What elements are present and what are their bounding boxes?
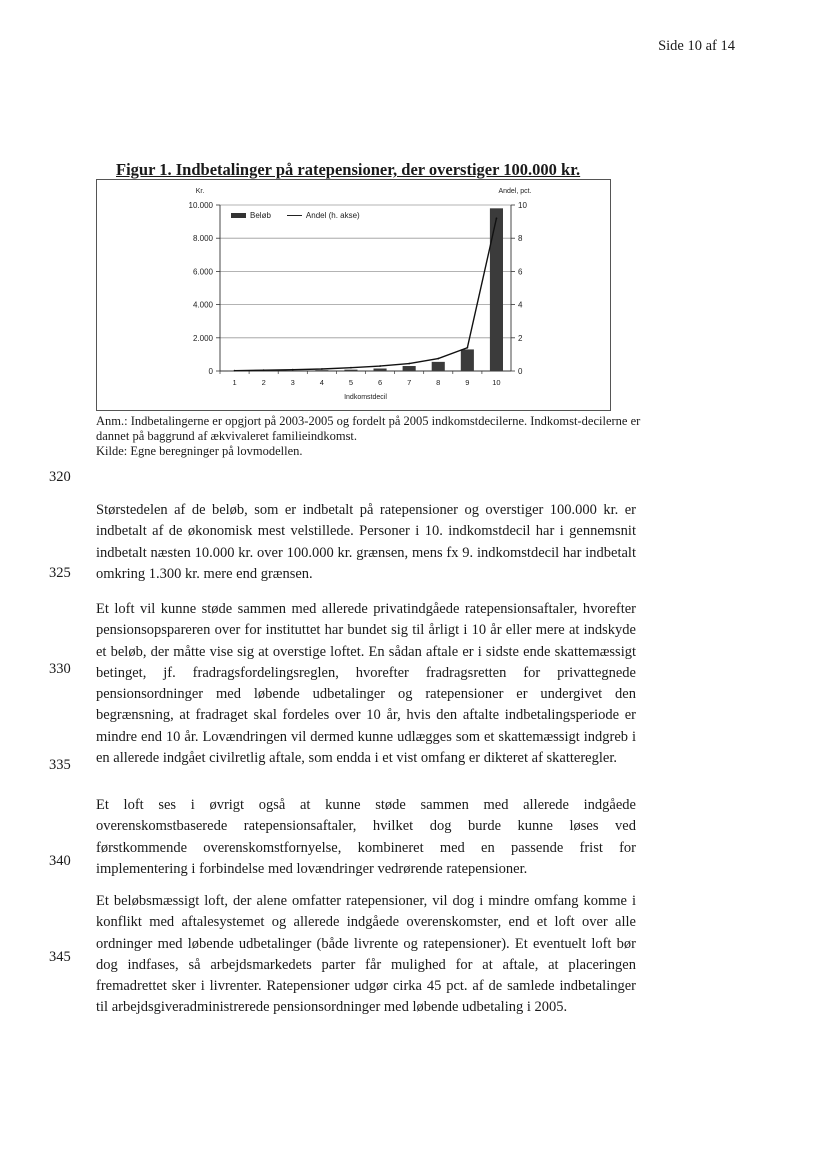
series-line [235, 218, 497, 370]
line-point [234, 370, 236, 372]
figure-notes [96, 414, 656, 459]
y2-axis-title: Andel, pct. [498, 188, 532, 195]
body-paragraph [96, 891, 636, 1019]
line-point [437, 358, 439, 360]
bar [315, 370, 328, 371]
line-number: 335 [49, 757, 71, 773]
legend-swatch-line [287, 215, 302, 216]
figure-note-kilde: Kilde: Egne beregninger på lovmodellen. [96, 444, 303, 458]
chart-frame [96, 179, 611, 411]
y2-tick-label: 0 [518, 367, 523, 376]
line-point [263, 369, 265, 371]
y-tick-label: 8.000 [192, 234, 213, 244]
x-tick-label: 3 [290, 378, 295, 387]
body-paragraph [96, 500, 636, 585]
paragraph-text: Størstedelen af de beløb, som er indbetalt på ratepensioner og overstiger 100.000 kr. er indbetalt af de økonomisk mest velstillede. Personer i 10. indkomstdecil har i gennemsnit indbetalt næsten 10.000 kr. over 100.000 kr. grænsen, mens fx 9. indkomstdecil har indbetalt omkring 1.300 kr. mere end grænsen. [96, 502, 636, 582]
y-tick-label: 0 [208, 367, 213, 376]
bar [461, 349, 474, 371]
x-tick-label: 7 [407, 378, 412, 387]
y2-tick-label: 10 [518, 201, 527, 210]
paragraph-text: Et loft vil kunne støde sammen med allerede privatindgåede ratepensionsaftaler, hvorefter pensionsopspareren over for instituttet har bundet sig til årligt i 10 år eller mere at indskyde et beløb, der måtte vise sig at overstige loftet. En sådan aftale er i sidste ende skattemæssigt betinget, jf. fradragsfordelingsreglen, hvorefter fradragsretten for privattegnede pensionsordninger med løbende udbetalinger og ratepensioner er undergivet den begrænsning, at fradraget skal fordeles over 10 år, hvis den aftalte indbetalingsperiode er mindre end 10 år. Lovændringen vil dermed kunne udlægges som et skattemæssigt indgreb i en allerede indgået civilretlig aftale, som endda i et vist omfang er dikteret af skatteregler. [96, 601, 636, 767]
x-tick-label: 2 [261, 378, 266, 387]
bar [344, 370, 357, 371]
line-point [496, 217, 498, 219]
line-number: 340 [49, 853, 71, 869]
x-tick-label: 4 [319, 378, 324, 387]
chart-legend [231, 211, 360, 220]
bar [374, 369, 387, 371]
body-paragraph [96, 599, 636, 769]
x-tick-label: 10 [492, 378, 501, 387]
line-number: 345 [49, 949, 71, 965]
line-point [321, 368, 323, 370]
line-point [350, 367, 352, 369]
y-tick-label: 4.000 [192, 300, 213, 310]
paragraph-text: Et beløbsmæssigt loft, der alene omfatter ratepensioner, vil dog i mindre omfang komme i konflikt med aftalesystemet og allerede indgåede overenskomster, end et loft over alle ordninger med løbende udbetalinger (både livrente og ratepensioner). Et eventuelt loft bør dog indfases, så arbejdsmarkedets parter får mulighed for at aftale, at placeringen fremadrettet sker i livrenter. Ratepensioner udgør cirka 45 pct. af de samlede indbetalinger til arbejdsgiveradministrerede pensionsordninger med løbende udbetaling i 2005. [96, 893, 636, 1016]
x-tick-label: 6 [377, 378, 383, 387]
bar [403, 366, 416, 371]
bar [432, 362, 445, 371]
x-tick-label: 1 [232, 378, 237, 387]
y-tick-label: 2.000 [192, 333, 213, 343]
figure-note-anm: Anm.: Indbetalingerne er opgjort på 2003-2005 og fordelt på 2005 indkomstdecilerne. Indkomst-decilerne er dannet på baggrund af ækvivaleret familieindkomst. [96, 414, 641, 443]
bar [286, 371, 299, 372]
line-number: 330 [49, 661, 71, 677]
y-tick-label: 6.000 [192, 267, 213, 277]
y2-tick-label: 6 [518, 267, 523, 277]
page-header: Side 10 af 14 [658, 38, 735, 54]
line-point [379, 365, 381, 367]
y2-tick-label: 4 [518, 300, 523, 310]
legend-swatch-bar [231, 213, 246, 218]
y2-tick-label: 8 [518, 234, 523, 244]
x-axis-title: Indkomstdecil [344, 394, 387, 401]
y2-tick-label: 2 [518, 333, 523, 343]
body-paragraph [96, 795, 636, 880]
y-tick-label: 10.000 [188, 201, 213, 210]
legend-label-bar: Beløb [250, 211, 271, 220]
x-tick-label: 5 [348, 378, 354, 387]
legend-label-line: Andel (h. akse) [305, 211, 360, 220]
paragraph-text: Et loft ses i øvrigt også at kunne støde sammen med allerede indgåede overenskomstbaserede ratepensionsaftaler, hvilket dog burde kunne løses ved førstkommende overenskomstfornyelse, kombineret med en passende frist for implementering i forbindelse med lovændringer vedrørende ratepensioner. [96, 797, 636, 877]
x-tick-label: 8 [436, 378, 441, 387]
line-point [466, 347, 468, 349]
line-number: 320 [49, 469, 71, 485]
figure-title: Figur 1. Indbetalinger på ratepensioner, der overstiger 100.000 kr. [116, 160, 581, 179]
y-axis-title: Kr. [195, 188, 205, 195]
x-tick-label: 9 [465, 378, 470, 387]
bar [490, 208, 503, 371]
line-point [292, 369, 294, 371]
line-point [408, 363, 410, 365]
line-number: 325 [49, 565, 71, 581]
